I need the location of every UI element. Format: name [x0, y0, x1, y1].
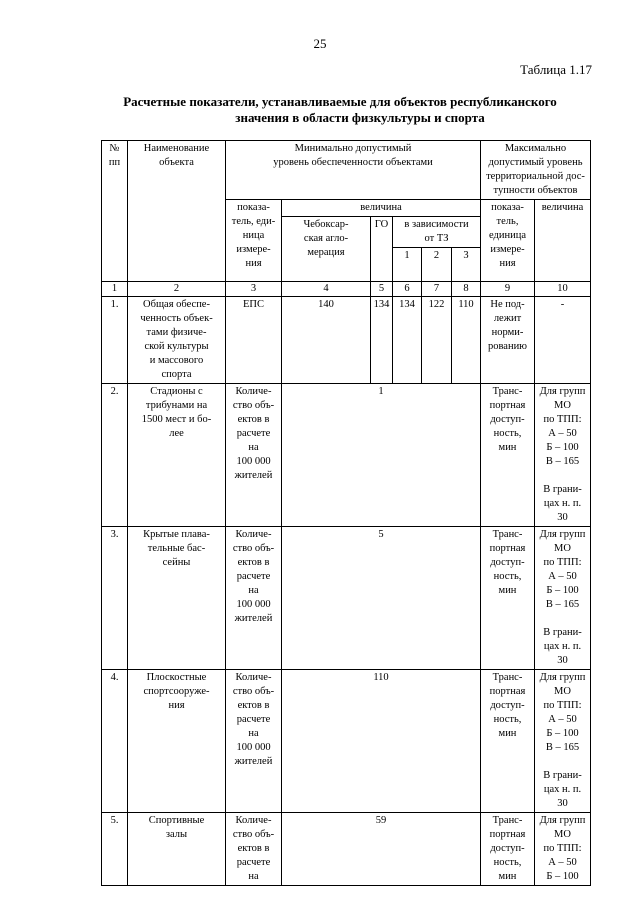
row-value-max: Для групп МО по ТПП: А – 50 Б – 100 В – 165 В грани- цах н. п. 30 — [535, 527, 591, 670]
col-number: 1 — [102, 282, 128, 297]
col-number: 6 — [393, 282, 422, 297]
row-no: 4. — [102, 670, 128, 813]
page-number: 25 — [313, 36, 327, 51]
row-unit: ЕПС — [226, 297, 282, 384]
row-tz3: 110 — [452, 297, 481, 384]
table-row — [102, 384, 591, 527]
table-row — [102, 813, 591, 886]
row-name: Общая обеспе- ченность объек- тами физиче- ской культуры и массового спорта — [128, 297, 226, 384]
header-tz3: 3 — [452, 248, 481, 282]
title-line-1: Расчетные показатели, устанавливаемые для объектов республиканского — [123, 94, 557, 109]
row-unit-max: Транс- портная доступ- ность, мин — [481, 384, 535, 527]
header-indicator: показа- тель, еди- ница измере- ния — [226, 200, 282, 282]
row-unit-max: Транс- портная доступ- ность, мин — [481, 670, 535, 813]
table-row — [102, 527, 591, 670]
row-unit-max: Транс- портная доступ- ность, мин — [481, 527, 535, 670]
header-tz1: 1 — [393, 248, 422, 282]
row-name: Стадионы с трибунами на 1500 мест и бо- лее — [128, 384, 226, 527]
col-number: 7 — [422, 282, 452, 297]
row-unit: Количе- ство объ- ектов в расчете на — [226, 813, 282, 886]
row-unit: Количе- ство объ- ектов в расчете на 100 000 жителей — [226, 527, 282, 670]
table-title — [80, 94, 600, 126]
row-no: 5. — [102, 813, 128, 886]
header-min-level: Минимально допустимый уровень обеспеченности объектами — [226, 141, 481, 200]
column-number-row — [102, 282, 591, 297]
row-unit-max: Транс- портная доступ- ность, мин — [481, 813, 535, 886]
col-number: 4 — [282, 282, 371, 297]
table-label: Таблица 1.17 — [520, 62, 592, 77]
row-value: 110 — [282, 670, 481, 813]
row-unit: Количе- ство объ- ектов в расчете на 100 000 жителей — [226, 670, 282, 813]
row-no: 3. — [102, 527, 128, 670]
header-tz2: 2 — [422, 248, 452, 282]
title-line-2: значения в области физкультуры и спорта — [235, 110, 485, 125]
header-cheb: Чебоксар- ская агло- мерация — [282, 217, 371, 282]
row-no: 2. — [102, 384, 128, 527]
col-number: 3 — [226, 282, 282, 297]
row-name: Плоскостные спортсооруже- ния — [128, 670, 226, 813]
col-number: 5 — [371, 282, 393, 297]
col-number: 10 — [535, 282, 591, 297]
header-max-level: Максимально допустимый уровень территориальной дос- тупности объектов — [481, 141, 591, 200]
norms-table — [101, 140, 591, 886]
header-value: величина — [282, 200, 481, 217]
row-go: 134 — [371, 297, 393, 384]
header-go: ГО — [371, 217, 393, 282]
header-no: № пп — [102, 141, 128, 282]
row-value-max: Для групп МО по ТПП: А – 50 Б – 100 В – 165 В грани- цах н. п. 30 — [535, 670, 591, 813]
row-unit: Количе- ство объ- ектов в расчете на 100 000 жителей — [226, 384, 282, 527]
table-row — [102, 670, 591, 813]
row-name: Крытые плава- тельные бас- сейны — [128, 527, 226, 670]
row-tz2: 122 — [422, 297, 452, 384]
row-value-max: Для групп МО по ТПП: А – 50 Б – 100 В – 165 В грани- цах н. п. 30 — [535, 384, 591, 527]
row-value-max: - — [535, 297, 591, 384]
row-value: 59 — [282, 813, 481, 886]
header-tz: в зависимости от ТЗ — [393, 217, 481, 248]
col-number: 2 — [128, 282, 226, 297]
row-tz1: 134 — [393, 297, 422, 384]
table-row — [102, 297, 591, 384]
row-value: 5 — [282, 527, 481, 670]
row-cheb: 140 — [282, 297, 371, 384]
header-value-max: величина — [535, 200, 591, 282]
row-value-max: Для групп МО по ТПП: А – 50 Б – 100 — [535, 813, 591, 886]
row-value: 1 — [282, 384, 481, 527]
header-name: Наименование объекта — [128, 141, 226, 282]
col-number: 9 — [481, 282, 535, 297]
row-no: 1. — [102, 297, 128, 384]
col-number: 8 — [452, 282, 481, 297]
row-unit-max: Не под- лежит норми- рованию — [481, 297, 535, 384]
row-name: Спортивные залы — [128, 813, 226, 886]
header-indicator-max: показа- тель, единица измере- ния — [481, 200, 535, 282]
header-row-1 — [102, 141, 591, 200]
